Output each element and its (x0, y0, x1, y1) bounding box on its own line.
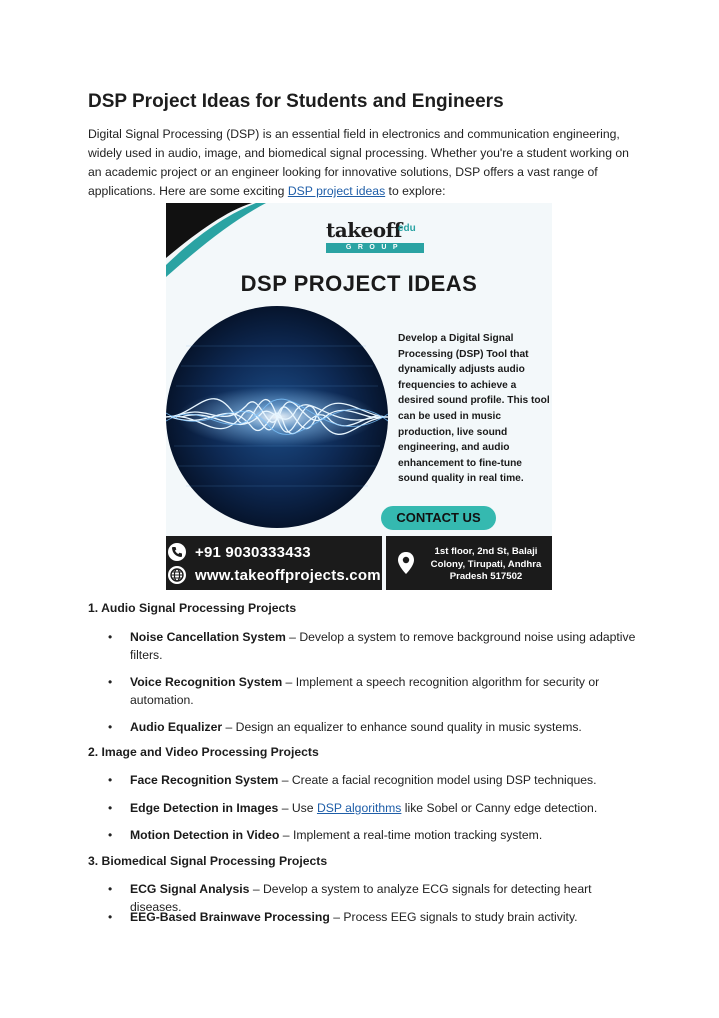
bullet: • (108, 630, 113, 644)
item-desc: – Develop a system to remove background noise using adaptive filters. (130, 630, 636, 662)
banner-description: Develop a Digital Signal Processing (DSP) Tool that dynamically adjusts audio frequencies to achieve a desired sound profile. This tool can be used in music production, live sound engineering, and audio enhancement to fine-tune sound quality in real time. (398, 333, 550, 485)
section-title-audio: 1. Audio Signal Processing Projects (88, 601, 297, 615)
item-desc: – Create a facial recognition model using DSP techniques. (278, 773, 597, 787)
item-desc: like Sobel or Canny edge detection. (401, 801, 598, 815)
contact-us-button[interactable]: CONTACT US (381, 506, 496, 530)
item-term: Voice Recognition System (130, 675, 283, 689)
location-pin-icon (396, 551, 416, 575)
banner-contact-bar (166, 536, 552, 590)
logo-group-strip: GROUP (326, 243, 424, 253)
phone-row (168, 541, 311, 563)
phone-number: +91 9030333433 (195, 543, 311, 561)
item-desc: – Design an equalizer to enhance sound quality in music systems. (222, 720, 582, 734)
item-desc: – Implement a real-time motion tracking system. (279, 828, 543, 842)
item-term: Audio Equalizer (130, 720, 223, 734)
sound-wave-graphic (166, 306, 388, 528)
section-title-biomedical: 3. Biomedical Signal Processing Projects (88, 854, 328, 868)
bar-divider (382, 536, 386, 590)
address-text: 1st floor, 2nd St, Balaji Colony, Tirupati, Andhra Pradesh 517502 (430, 546, 542, 582)
item-term: ECG Signal Analysis (130, 882, 250, 896)
item-desc: – Develop a system to analyze ECG signals for detecting heart diseases. (130, 882, 592, 914)
banner-heading: DSP PROJECT IDEAS (240, 271, 478, 296)
logo-wordmark: takeoff (326, 218, 402, 242)
bullet: • (108, 801, 113, 815)
item-term: EEG-Based Brainwave Processing (130, 910, 330, 924)
intro-paragraph (88, 125, 640, 201)
item-desc: – Process EEG signals to study brain activity. (329, 910, 578, 924)
intro-tail: to explore: (385, 184, 446, 198)
item-term: Edge Detection in Images (130, 801, 279, 815)
phone-icon (168, 543, 186, 561)
dsp-project-ideas-link[interactable]: DSP project ideas (287, 184, 386, 198)
section-title-image-video: 2. Image and Video Processing Projects (88, 745, 319, 759)
dsp-algorithms-link[interactable]: DSP algorithms (316, 801, 402, 815)
globe-icon (168, 566, 186, 584)
website-row (168, 564, 381, 586)
bullet: • (108, 720, 113, 734)
bullet: • (108, 773, 113, 787)
item-term: Motion Detection in Video (130, 828, 280, 842)
bullet: • (108, 675, 113, 689)
website-url: www.takeoffprojects.com (195, 566, 381, 584)
bullet: • (108, 910, 113, 924)
item-term: Face Recognition System (130, 773, 279, 787)
item-desc-pre: – Use (278, 801, 317, 815)
intro-text: Digital Signal Processing (DSP) is an essential field in electronics and communication engineering, widely used in audio, image, and biomedical signal processing. Whether you're a student working on an academic project or an engineer looking for innovative solutions, DSP offers a vast range of applications. Here are some exciting (88, 127, 629, 198)
logo-edu: edu (398, 223, 416, 234)
item-desc: – Implement a speech recognition algorithm for security or automation. (130, 675, 600, 707)
item-term: Noise Cancellation System (130, 630, 286, 644)
takeoff-logo (326, 218, 426, 251)
promo-banner-image (166, 203, 552, 590)
bullet: • (108, 828, 113, 842)
bullet: • (108, 882, 113, 896)
page-title: DSP Project Ideas for Students and Engineers (88, 91, 504, 112)
